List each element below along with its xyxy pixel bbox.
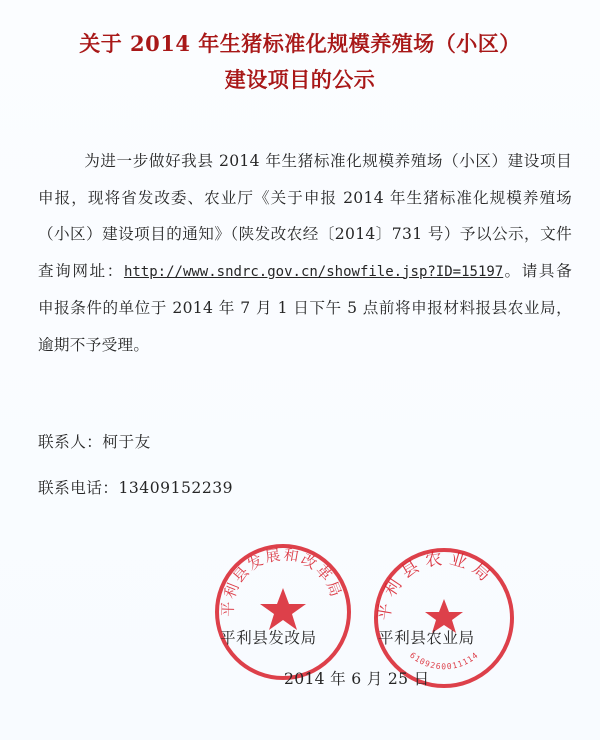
svg-text:6109260011114: 6109260011114 bbox=[408, 650, 481, 672]
stamp-fagaiju-seal bbox=[213, 542, 353, 682]
contact-person: 联系人：柯于友 bbox=[38, 433, 151, 451]
paragraph-text-part2: 。请具备申报条件的单位于 2014 年 7 月 1 日下午 5 点前将申报材料报县农业局，逾期不予受理。 bbox=[38, 261, 572, 354]
svg-text:平利县发展和改革局: 平利县发展和改革局 bbox=[218, 545, 346, 617]
query-url-link[interactable]: http://www.sndrc.gov.cn/showfile.jsp?ID=15197 bbox=[123, 263, 504, 280]
signature-date: 2014 年 6 月 25 日 bbox=[284, 670, 430, 688]
svg-text:平利县农业局: 平利县农业局 bbox=[374, 548, 499, 622]
star-icon bbox=[260, 588, 306, 630]
signature-fagaiju: 平利县发改局 bbox=[220, 629, 317, 647]
paragraph-text-part1: 为进一步做好我县 2014 年生猪标准化规模养殖场（小区）建设项目申报，现将省发改委、农业厅《关于申报 2014 年生猪标准化规模养殖场（小区）建设项目的通知》（陕发改农经〔2014〕731 号）予以公示，文件查询网址： bbox=[38, 152, 572, 280]
document-title-line1: 关于 2014 年生猪标准化规模养殖场（小区） bbox=[79, 31, 521, 56]
document-title-line2: 建设项目的公示 bbox=[224, 67, 376, 92]
contact-phone: 联系电话：13409152239 bbox=[38, 479, 234, 497]
announcement-paragraph bbox=[38, 143, 572, 363]
signature-nongyeju: 平利县农业局 bbox=[378, 629, 475, 647]
